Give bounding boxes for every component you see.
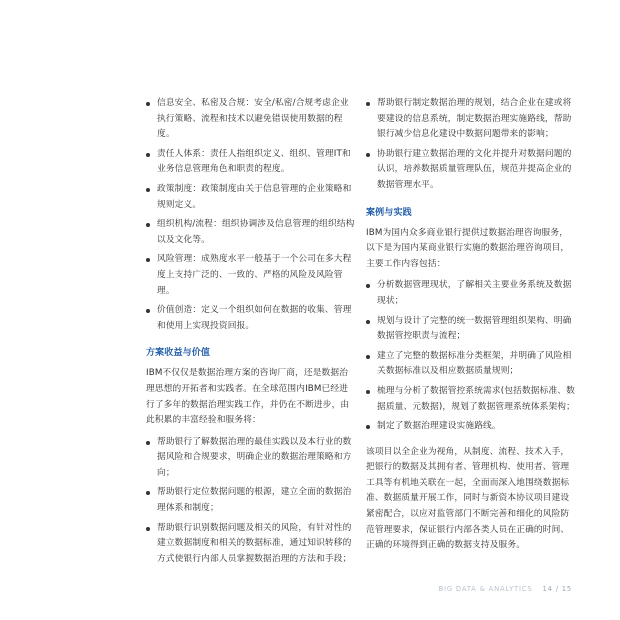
list-item: 价值创造：定义一个组织如何在数据的收集、管理和使用上实现投资回报。: [146, 303, 356, 334]
list-item: 帮助银行制定数据治理的规划，结合企业在建或将要建设的信息系统，制定数据治理实施路线，帮助银行减少信息化建设中数据问题带来的影响；: [366, 96, 576, 143]
list-item: 帮助银行了解数据治理的最佳实践以及本行业的数据风险和合规要求，明确企业的数据治理策略和方向；: [146, 435, 356, 482]
cases-paragraph: IBM为国内众多商业银行提供过数据治理咨询服务，以下是为国内某商业银行实施的数据治理咨询项目，主要工作内容包括：: [366, 227, 570, 269]
list-item: 分析数据管理现状，了解相关主要业务系统及数据现状；: [366, 278, 576, 309]
list-item: 建立了完整的数据标准分类框架，并明确了风险相关数据标准以及相应数据质量规则；: [366, 349, 576, 380]
right-bullet-list-bottom: [366, 278, 576, 434]
right-column: [366, 96, 576, 560]
section-heading-cases: 案例与实践: [366, 207, 412, 218]
list-item: 风险管理：成熟度水平一般基于一个公司在多大程度上支持广泛的、一致的、严格的风险及风险管理。: [146, 252, 356, 299]
list-item: 制定了数据治理建设实施路线。: [366, 419, 576, 435]
right-bullet-list-top: [366, 96, 576, 194]
list-item: 信息安全、私密及合规：安全/私密/合规考虑企业执行策略、流程和技术以避免错误使用数据的程度。: [146, 96, 356, 143]
left-column: [146, 96, 356, 571]
list-item: 组织机构/流程：组织协调涉及信息管理的组织结构以及文化等。: [146, 217, 356, 248]
footer-title: BIG DATA & ANALYTICS: [438, 585, 533, 593]
list-item: 协助银行建立数据治理的文化并提升对数据问题的认识，培养数据质量管理队伍，规范并提高企业的数据管理水平。: [366, 147, 576, 194]
list-item: 梳理与分析了数据管控系统需求(包括数据标准、数据质量、元数据)，规划了数据管理系统体系架构；: [366, 384, 576, 415]
list-item: 政策制度：政策制度由关于信息管理的企业策略和规则定义。: [146, 182, 356, 213]
benefits-paragraph: IBM不仅仅是数据治理方案的咨询厂商，还是数据治理思想的开拓者和实践者。在全球范围内IBM已经进行了多年的数据治理实践工作，并仍在不断进步，由此积累的丰富经验和服务将：: [146, 368, 350, 426]
list-item: 规划与设计了完整的统一数据管理组织架构、明确数据管控职责与流程；: [366, 314, 576, 345]
list-item: 帮助银行识别数据问题及相关的风险，有针对性的建立数据制度和相关的数据标准，通过知识转移的方式使银行内部人员掌握数据治理的方法和手段；: [146, 521, 356, 568]
section-heading-benefits: 方案收益与价值: [146, 348, 211, 359]
list-item: 责任人体系：责任人指组织定义、组织、管理IT和业务信息管理角色和职责的程度。: [146, 147, 356, 178]
list-item: 帮助银行定位数据问题的根源，建立全面的数据治理体系和制度；: [146, 485, 356, 516]
page-number: 14 / 15: [542, 585, 572, 593]
left-bullet-list-top: [146, 96, 356, 334]
left-bullet-list-bottom: [146, 435, 356, 568]
closing-paragraph: 该项目以全企业为视角，从制度、流程、技术入手，把银行的数据及其拥有者、管理机构、使用者、管理工具等有机地关联在一起，全面而深入地围绕数据标准、数据质量开展工作，同时与新资本协议项目建设紧密配合，以应对监管部门不断完善和细化的风险防范管理要求，保证银行内部各类人员在正确的时间、正确的环境得到正确的数据支持及服务。: [366, 446, 570, 551]
page-footer: [439, 585, 572, 593]
